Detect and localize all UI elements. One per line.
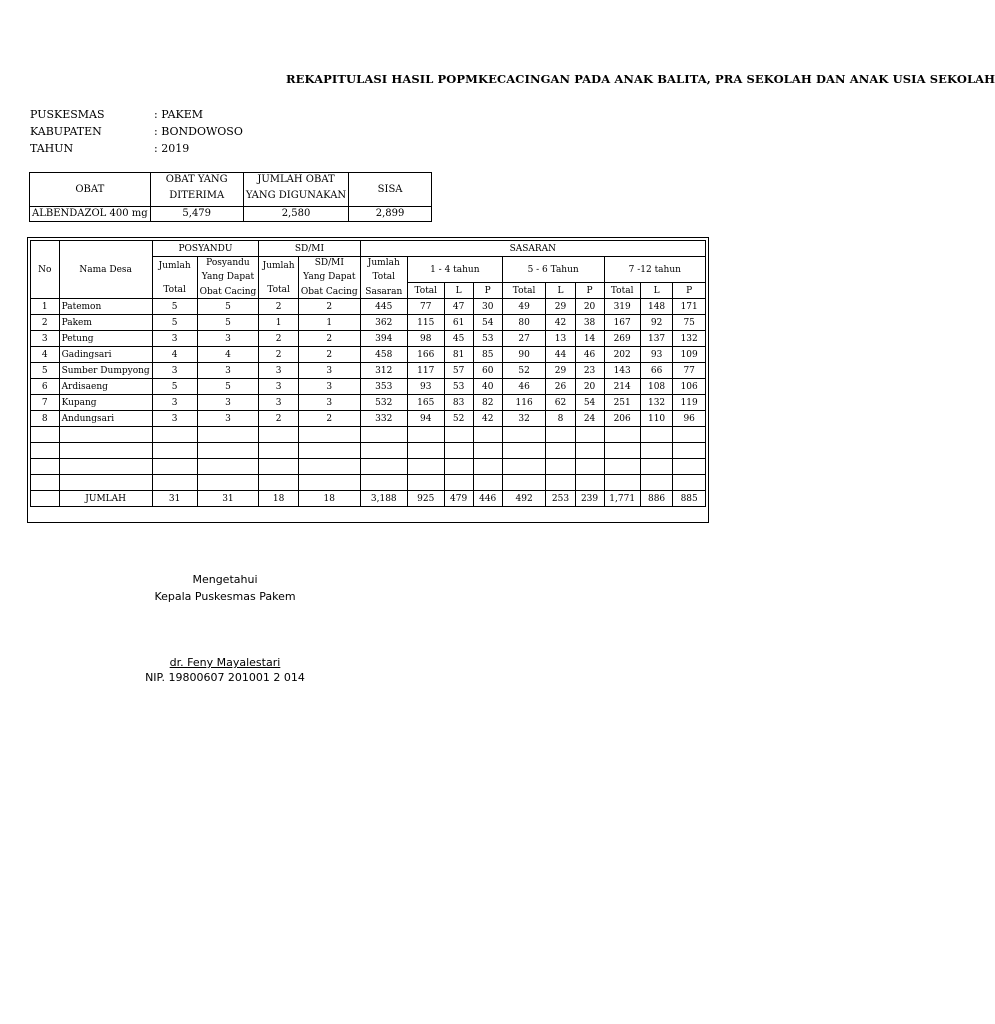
data-cell: 3 [259, 395, 299, 411]
data-cell: 30 [473, 299, 502, 315]
data-cell: 54 [575, 395, 604, 411]
recap-table-body [31, 299, 706, 491]
data-cell: 2 [259, 347, 299, 363]
data-cell: 132 [673, 331, 706, 347]
data-cell: 90 [502, 347, 546, 363]
data-cell: 5 [197, 315, 259, 331]
header-age-7-12: 7 -12 tahun [604, 257, 705, 283]
data-cell: 165 [407, 395, 444, 411]
header-jumlah-text: Jumlah [367, 258, 400, 268]
data-cell: 20 [575, 299, 604, 315]
empty-cell [298, 443, 360, 459]
data-cell: 206 [604, 411, 640, 427]
data-cell: 532 [360, 395, 407, 411]
data-cell: 77 [407, 299, 444, 315]
data-cell: 85 [473, 347, 502, 363]
header-digunakan-line2: YANG DIGUNAKAN [245, 189, 347, 201]
empty-cell [197, 427, 259, 443]
table-row [31, 299, 706, 315]
empty-cell [407, 475, 444, 491]
empty-row [31, 459, 706, 475]
header-sdmi-text: SD/MI [314, 258, 344, 268]
signature-name: dr. Feny Mayalestari [169, 656, 281, 669]
village-name: Ardisaeng [59, 379, 152, 395]
data-cell: 82 [473, 395, 502, 411]
data-cell: 42 [546, 315, 575, 331]
data-cell: 46 [575, 347, 604, 363]
empty-cell [473, 459, 502, 475]
empty-cell [59, 459, 152, 475]
data-cell: 2 [298, 411, 360, 427]
empty-cell [604, 443, 640, 459]
empty-cell [604, 427, 640, 443]
empty-cell [360, 459, 407, 475]
data-cell: 32 [502, 411, 546, 427]
medicine-sisa: 2,899 [349, 207, 432, 222]
header-total: Total [407, 283, 444, 299]
empty-cell [59, 427, 152, 443]
header-sisa: SISA [349, 173, 432, 207]
data-cell: 26 [546, 379, 575, 395]
data-cell: 61 [444, 315, 473, 331]
recap-table [30, 240, 706, 507]
header-digunakan-line1: JUMLAH OBAT [257, 173, 335, 185]
data-cell: 29 [546, 363, 575, 379]
empty-cell [360, 475, 407, 491]
empty-cell [546, 459, 575, 475]
header-age-1-4: 1 - 4 tahun [407, 257, 502, 283]
data-cell: 3 [152, 363, 197, 379]
data-cell: 251 [604, 395, 640, 411]
row-number: 2 [31, 315, 60, 331]
empty-cell [444, 475, 473, 491]
header-sasaran-text: Sasaran [365, 287, 403, 297]
medicine-digunakan: 2,580 [243, 207, 348, 222]
header-sdmi: SD/MI [259, 241, 360, 257]
total-cell: 3,188 [360, 491, 407, 507]
info-label: KABUPATEN [30, 125, 102, 138]
empty-cell [360, 443, 407, 459]
medicine-name: ALBENDAZOL 400 mg [30, 207, 151, 222]
table-row [31, 363, 706, 379]
empty-cell [360, 427, 407, 443]
data-cell: 171 [673, 299, 706, 315]
data-cell: 116 [502, 395, 546, 411]
header-total-text: Total [372, 272, 396, 282]
data-cell: 46 [502, 379, 546, 395]
data-cell: 117 [407, 363, 444, 379]
empty-cell [59, 475, 152, 491]
header-sdmi-jumlah [259, 257, 299, 299]
empty-cell [444, 427, 473, 443]
total-cell: 492 [502, 491, 546, 507]
info-puskesmas [30, 108, 203, 121]
empty-cell [604, 459, 640, 475]
medicine-table [29, 172, 432, 222]
empty-cell [673, 443, 706, 459]
data-cell: 3 [298, 379, 360, 395]
header-obat: OBAT [30, 173, 151, 207]
empty-cell [298, 459, 360, 475]
info-value: : BONDOWOSO [154, 125, 243, 138]
empty-cell [473, 427, 502, 443]
empty-row [31, 427, 706, 443]
empty-cell [575, 443, 604, 459]
info-value: : PAKEM [154, 108, 204, 121]
row-number: 5 [31, 363, 60, 379]
data-cell: 92 [640, 315, 673, 331]
info-label: PUSKESMAS [30, 108, 105, 121]
empty-cell [197, 459, 259, 475]
data-cell: 38 [575, 315, 604, 331]
village-name: Andungsari [59, 411, 152, 427]
data-cell: 319 [604, 299, 640, 315]
header-l: L [546, 283, 575, 299]
village-name: Sumber Dumpyong [59, 363, 152, 379]
data-cell: 60 [473, 363, 502, 379]
header-p: P [575, 283, 604, 299]
data-cell: 2 [259, 299, 299, 315]
header-total-text: Total [267, 284, 290, 295]
data-cell: 49 [502, 299, 546, 315]
data-cell: 202 [604, 347, 640, 363]
empty-cell [407, 443, 444, 459]
data-cell: 3 [197, 395, 259, 411]
data-cell: 57 [444, 363, 473, 379]
row-number: 3 [31, 331, 60, 347]
data-cell: 93 [640, 347, 673, 363]
data-cell: 80 [502, 315, 546, 331]
data-cell: 96 [673, 411, 706, 427]
table-row [31, 315, 706, 331]
data-cell: 353 [360, 379, 407, 395]
data-cell: 166 [407, 347, 444, 363]
table-row [31, 379, 706, 395]
empty-cell [31, 443, 60, 459]
data-cell: 1 [298, 315, 360, 331]
data-cell: 108 [640, 379, 673, 395]
data-cell: 119 [673, 395, 706, 411]
total-cell: 446 [473, 491, 502, 507]
data-cell: 3 [152, 411, 197, 427]
empty-cell [407, 459, 444, 475]
empty-cell [407, 427, 444, 443]
header-p: P [473, 283, 502, 299]
empty-cell [444, 459, 473, 475]
empty-cell [197, 475, 259, 491]
data-cell: 14 [575, 331, 604, 347]
signature-position: Kepala Puskesmas Pakem [154, 590, 296, 603]
header-obat-cacing-text: Obat Cacing [199, 287, 257, 297]
data-cell: 214 [604, 379, 640, 395]
data-cell: 269 [604, 331, 640, 347]
data-cell: 3 [298, 363, 360, 379]
table-row [31, 395, 706, 411]
info-kabupaten [30, 125, 243, 138]
header-posyandu-text: Posyandu [206, 258, 250, 268]
empty-cell [673, 475, 706, 491]
empty-cell [444, 443, 473, 459]
data-cell: 93 [407, 379, 444, 395]
medicine-diterima: 5,479 [150, 207, 243, 222]
data-cell: 81 [444, 347, 473, 363]
header-no: No [31, 241, 60, 299]
data-cell: 47 [444, 299, 473, 315]
header-diterima-line1: OBAT YANG [165, 173, 228, 185]
empty-cell [673, 427, 706, 443]
village-name: Gadingsari [59, 347, 152, 363]
data-cell: 394 [360, 331, 407, 347]
header-total: Total [502, 283, 546, 299]
info-tahun [30, 142, 189, 155]
data-cell: 40 [473, 379, 502, 395]
total-cell: 239 [575, 491, 604, 507]
header-yang-dapat-text: Yang Dapat [303, 272, 356, 282]
empty-cell [298, 475, 360, 491]
total-cell: 31 [197, 491, 259, 507]
data-cell: 362 [360, 315, 407, 331]
data-cell: 2 [298, 331, 360, 347]
data-cell: 98 [407, 331, 444, 347]
empty-cell [546, 427, 575, 443]
total-label: JUMLAH [59, 491, 152, 507]
empty-cell [152, 459, 197, 475]
total-cell: 18 [298, 491, 360, 507]
empty-cell [502, 459, 546, 475]
row-number: 7 [31, 395, 60, 411]
empty-cell [640, 427, 673, 443]
data-cell: 23 [575, 363, 604, 379]
header-l: L [444, 283, 473, 299]
empty-cell [640, 443, 673, 459]
total-cell: 479 [444, 491, 473, 507]
data-cell: 106 [673, 379, 706, 395]
empty-cell [259, 443, 299, 459]
data-cell: 137 [640, 331, 673, 347]
header-total: Total [604, 283, 640, 299]
data-cell: 2 [298, 299, 360, 315]
data-cell: 4 [152, 347, 197, 363]
empty-row [31, 475, 706, 491]
empty-cell [152, 443, 197, 459]
village-name: Patemon [59, 299, 152, 315]
table-row [31, 411, 706, 427]
data-cell: 54 [473, 315, 502, 331]
empty-cell [604, 475, 640, 491]
empty-cell [259, 475, 299, 491]
data-cell: 53 [473, 331, 502, 347]
data-cell: 2 [259, 331, 299, 347]
header-posyandu-jumlah [152, 257, 197, 299]
empty-cell [575, 475, 604, 491]
empty-cell [31, 427, 60, 443]
data-cell: 1 [259, 315, 299, 331]
header-jumlah-text: Jumlah [158, 260, 191, 271]
data-cell: 13 [546, 331, 575, 347]
total-cell: 253 [546, 491, 575, 507]
data-cell: 109 [673, 347, 706, 363]
empty-cell [502, 427, 546, 443]
empty-cell [575, 427, 604, 443]
header-jumlah-sasaran [360, 257, 407, 299]
data-cell: 20 [575, 379, 604, 395]
data-cell: 167 [604, 315, 640, 331]
data-cell: 8 [546, 411, 575, 427]
data-cell: 445 [360, 299, 407, 315]
data-cell: 3 [197, 331, 259, 347]
data-cell: 44 [546, 347, 575, 363]
header-nama-desa: Nama Desa [59, 241, 152, 299]
info-label: TAHUN [30, 142, 74, 155]
empty-cell [31, 475, 60, 491]
data-cell: 27 [502, 331, 546, 347]
data-cell: 5 [197, 379, 259, 395]
empty-cell [502, 475, 546, 491]
signature-mengetahui: Mengetahui [192, 573, 258, 586]
header-digunakan [243, 173, 348, 207]
data-cell: 115 [407, 315, 444, 331]
table-row [31, 331, 706, 347]
empty-row [31, 443, 706, 459]
empty-cell [152, 475, 197, 491]
data-cell: 62 [546, 395, 575, 411]
data-cell: 3 [197, 411, 259, 427]
data-cell: 332 [360, 411, 407, 427]
empty-cell [31, 459, 60, 475]
empty-cell [546, 443, 575, 459]
header-diterima-line2: DITERIMA [169, 189, 225, 201]
info-value: : 2019 [154, 142, 190, 155]
data-cell: 2 [298, 347, 360, 363]
empty-cell [197, 443, 259, 459]
data-cell: 24 [575, 411, 604, 427]
data-cell: 110 [640, 411, 673, 427]
empty-cell [673, 459, 706, 475]
data-cell: 3 [259, 379, 299, 395]
data-cell: 52 [502, 363, 546, 379]
data-cell: 3 [259, 363, 299, 379]
data-cell: 5 [152, 315, 197, 331]
total-cell: 886 [640, 491, 673, 507]
header-age-5-6: 5 - 6 Tahun [502, 257, 604, 283]
signature-nip: NIP. 19800607 201001 2 014 [145, 671, 305, 684]
data-cell: 83 [444, 395, 473, 411]
data-cell: 29 [546, 299, 575, 315]
empty-cell [259, 459, 299, 475]
data-cell: 77 [673, 363, 706, 379]
header-sasaran: SASARAN [360, 241, 705, 257]
empty-cell [640, 475, 673, 491]
data-cell: 2 [259, 411, 299, 427]
total-cell: 18 [259, 491, 299, 507]
data-cell: 148 [640, 299, 673, 315]
header-obat-cacing-text: Obat Cacing [300, 287, 358, 297]
total-cell: 31 [152, 491, 197, 507]
data-cell: 52 [444, 411, 473, 427]
header-total-text: Total [163, 284, 186, 295]
row-number: 8 [31, 411, 60, 427]
empty-cell [152, 427, 197, 443]
empty-cell [575, 459, 604, 475]
empty-cell [298, 427, 360, 443]
data-cell: 5 [152, 379, 197, 395]
empty-cell [502, 443, 546, 459]
total-no [31, 491, 60, 507]
data-cell: 75 [673, 315, 706, 331]
header-posyandu: POSYANDU [152, 241, 259, 257]
data-cell: 53 [444, 379, 473, 395]
village-name: Kupang [59, 395, 152, 411]
header-p: P [673, 283, 706, 299]
data-cell: 3 [197, 363, 259, 379]
data-cell: 94 [407, 411, 444, 427]
data-cell: 66 [640, 363, 673, 379]
row-number: 1 [31, 299, 60, 315]
empty-cell [259, 427, 299, 443]
header-yang-dapat-text: Yang Dapat [201, 272, 255, 282]
data-cell: 4 [197, 347, 259, 363]
data-cell: 42 [473, 411, 502, 427]
header-posyandu-dapat [197, 257, 259, 299]
header-sdmi-dapat [298, 257, 360, 299]
data-cell: 143 [604, 363, 640, 379]
data-cell: 3 [152, 395, 197, 411]
data-cell: 132 [640, 395, 673, 411]
data-cell: 458 [360, 347, 407, 363]
total-cell: 925 [407, 491, 444, 507]
empty-cell [473, 475, 502, 491]
village-name: Pakem [59, 315, 152, 331]
data-cell: 5 [152, 299, 197, 315]
data-cell: 312 [360, 363, 407, 379]
data-cell: 45 [444, 331, 473, 347]
table-row [31, 347, 706, 363]
total-cell: 885 [673, 491, 706, 507]
data-cell: 3 [152, 331, 197, 347]
total-cell: 1,771 [604, 491, 640, 507]
empty-cell [473, 443, 502, 459]
report-title: REKAPITULASI HASIL POPMKECACINGAN PADA ANAK BALITA, PRA SEKOLAH DAN ANAK USIA SEKOLAH [286, 72, 995, 86]
header-diterima [150, 173, 243, 207]
empty-cell [640, 459, 673, 475]
header-jumlah-text: Jumlah [262, 260, 295, 271]
row-number: 6 [31, 379, 60, 395]
village-name: Petung [59, 331, 152, 347]
row-number: 4 [31, 347, 60, 363]
empty-cell [59, 443, 152, 459]
empty-cell [546, 475, 575, 491]
data-cell: 5 [197, 299, 259, 315]
data-cell: 3 [298, 395, 360, 411]
header-l: L [640, 283, 673, 299]
